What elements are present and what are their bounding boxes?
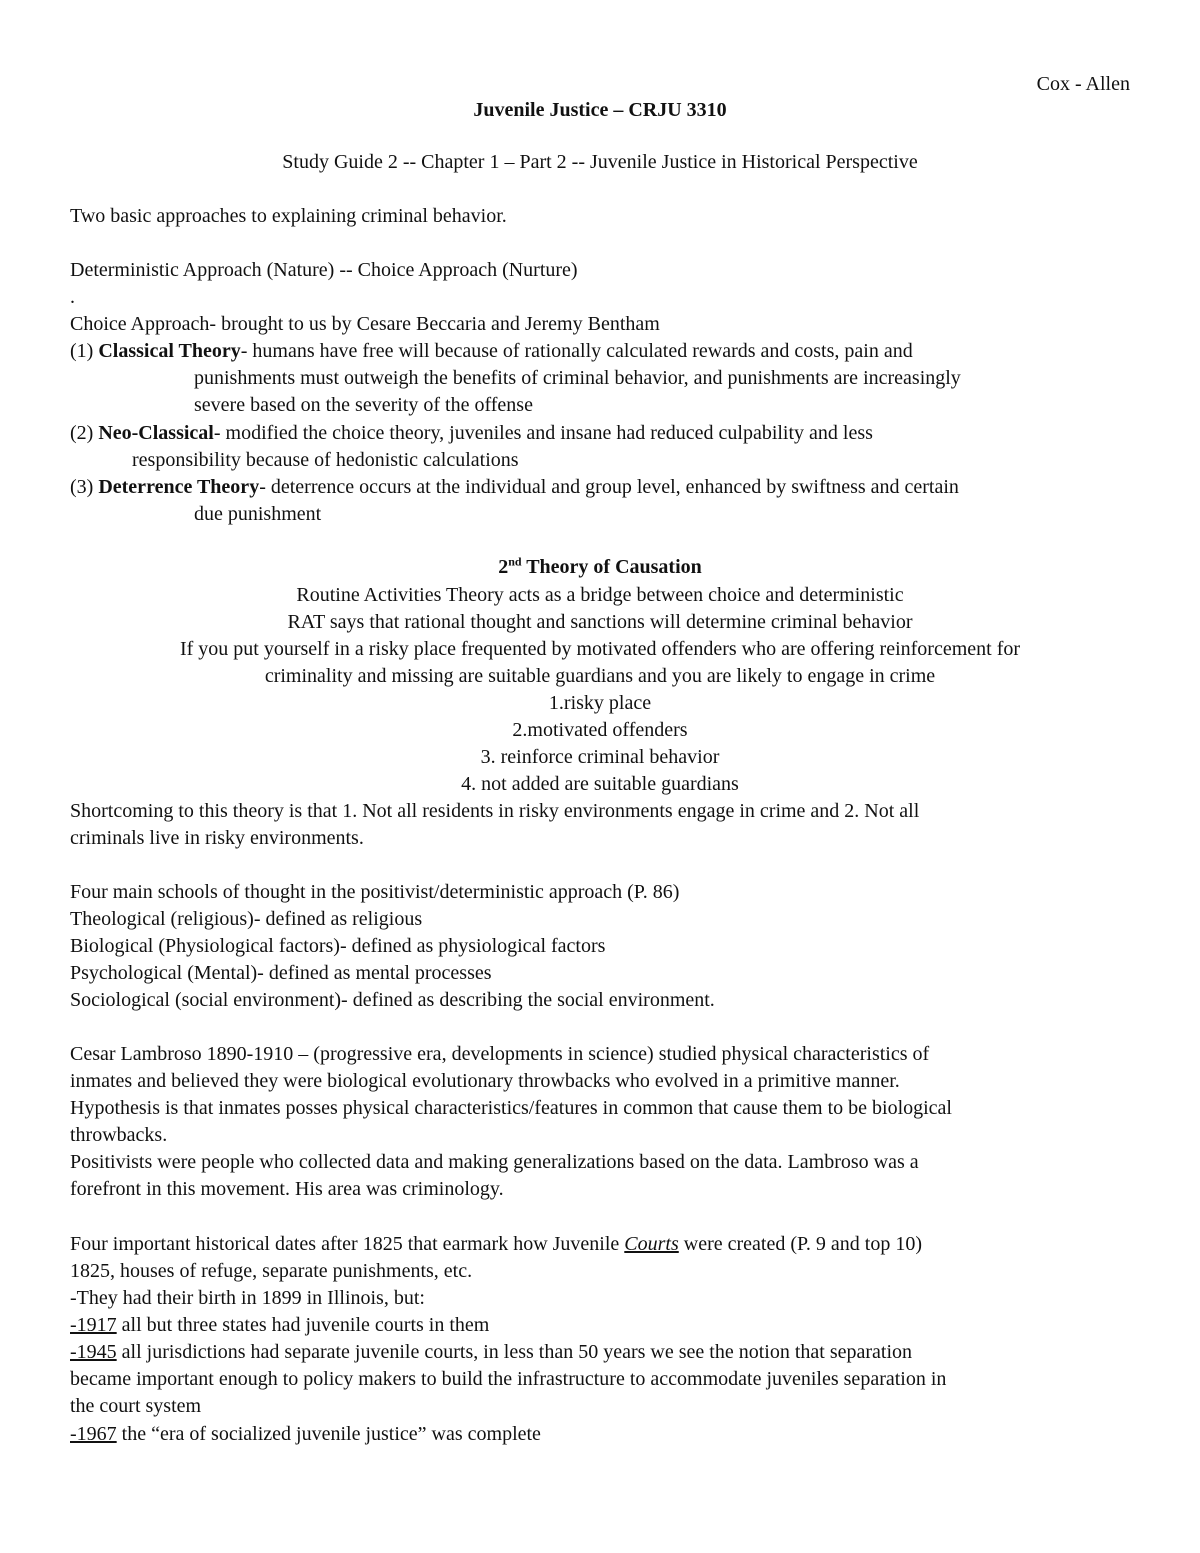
lambroso-line: Cesar Lambroso 1890-1910 – (progressive era, developments in science) studied physical characteristics of: [70, 1043, 930, 1065]
lambroso-line: Positivists were people who collected data and making generalizations based on the data. Lambroso was a: [70, 1151, 919, 1173]
neo-classical-cont: responsibility because of hedonistic calculations: [132, 449, 519, 471]
lambroso-line: Hypothesis is that inmates posses physical characteristics/features in common that cause them to be biological: [70, 1097, 952, 1119]
rat-list-item: 1.risky place: [548, 692, 652, 714]
rat-line: If you put yourself in a risky place frequented by motivated offenders who are offering reinforcement for: [179, 638, 1021, 660]
deterrence-theory-item: (3) Deterrence Theory- deterrence occurs at the individual and group level, enhanced by swiftness and certain: [70, 476, 959, 498]
lambroso-line: forefront in this movement. His area was criminology.: [70, 1178, 504, 1200]
courts-heading: Four important historical dates after 1825 that earmark how Juvenile Courts were created (P. 9 and top 10): [70, 1233, 923, 1255]
classical-theory-cont: severe based on the severity of the offense: [194, 394, 533, 416]
author-header: Cox - Allen: [1036, 73, 1130, 95]
lambroso-line: inmates and believed they were biological evolutionary throwbacks who evolved in a primitive manner.: [70, 1070, 900, 1092]
school-item: Biological (Physiological factors)- defined as physiological factors: [70, 935, 606, 957]
rat-line: criminality and missing are suitable guardians and you are likely to engage in crime: [264, 665, 936, 687]
stray-dot: .: [70, 286, 75, 308]
causation-heading: 2nd Theory of Causation: [498, 554, 702, 578]
document-subtitle: Study Guide 2 -- Chapter 1 – Part 2 -- Juvenile Justice in Historical Perspective: [282, 151, 918, 173]
date-1945-cont: became important enough to policy makers to build the infrastructure to accommodate juveniles separation in: [70, 1368, 947, 1390]
rat-list-item: 3. reinforce criminal behavior: [480, 746, 720, 768]
rat-list-item: 4. not added are suitable guardians: [461, 773, 739, 795]
courts-line: -They had their birth in 1899 in Illinois, but:: [70, 1287, 425, 1309]
lambroso-line: throwbacks.: [70, 1124, 168, 1146]
deterrence-theory-cont: due punishment: [194, 503, 322, 525]
positivist-heading: Four main schools of thought in the positivist/deterministic approach (P. 86): [70, 881, 680, 903]
rat-list-item: 2.motivated offenders: [512, 719, 688, 741]
document-title: Juvenile Justice – CRJU 3310: [473, 99, 727, 121]
classical-theory-cont: punishments must outweigh the benefits of criminal behavior, and punishments are increasingly: [194, 367, 961, 389]
shortcoming-line: criminals live in risky environments.: [70, 827, 364, 849]
intro-line: Two basic approaches to explaining criminal behavior.: [70, 205, 507, 227]
school-item: Sociological (social environment)- defined as describing the social environment.: [70, 989, 715, 1011]
neo-classical-item: (2) Neo-Classical- modified the choice theory, juveniles and insane had reduced culpability and less: [70, 422, 873, 444]
date-1945-item: -1945 all jurisdictions had separate juvenile courts, in less than 50 years we see the notion that separation: [70, 1341, 913, 1363]
rat-line: RAT says that rational thought and sanctions will determine criminal behavior: [287, 611, 913, 633]
date-1917-item: -1917 all but three states had juvenile courts in them: [70, 1314, 490, 1336]
rat-line: Routine Activities Theory acts as a bridge between choice and deterministic: [296, 584, 904, 606]
shortcoming-line: Shortcoming to this theory is that 1. Not all residents in risky environments engage in crime and 2. Not all: [70, 800, 920, 822]
classical-theory-item: (1) Classical Theory- humans have free will because of rationally calculated rewards and costs, pain and: [70, 340, 913, 362]
school-item: Psychological (Mental)- defined as mental processes: [70, 962, 492, 984]
date-1967-item: -1967 the “era of socialized juvenile justice” was complete: [70, 1423, 541, 1445]
school-item: Theological (religious)- defined as religious: [70, 908, 423, 930]
courts-line: 1825, houses of refuge, separate punishments, etc.: [70, 1260, 473, 1282]
date-1945-cont: the court system: [70, 1395, 202, 1417]
approaches-line: Deterministic Approach (Nature) -- Choice Approach (Nurture): [70, 259, 578, 281]
choice-approach-heading: Choice Approach- brought to us by Cesare Beccaria and Jeremy Bentham: [70, 313, 660, 335]
